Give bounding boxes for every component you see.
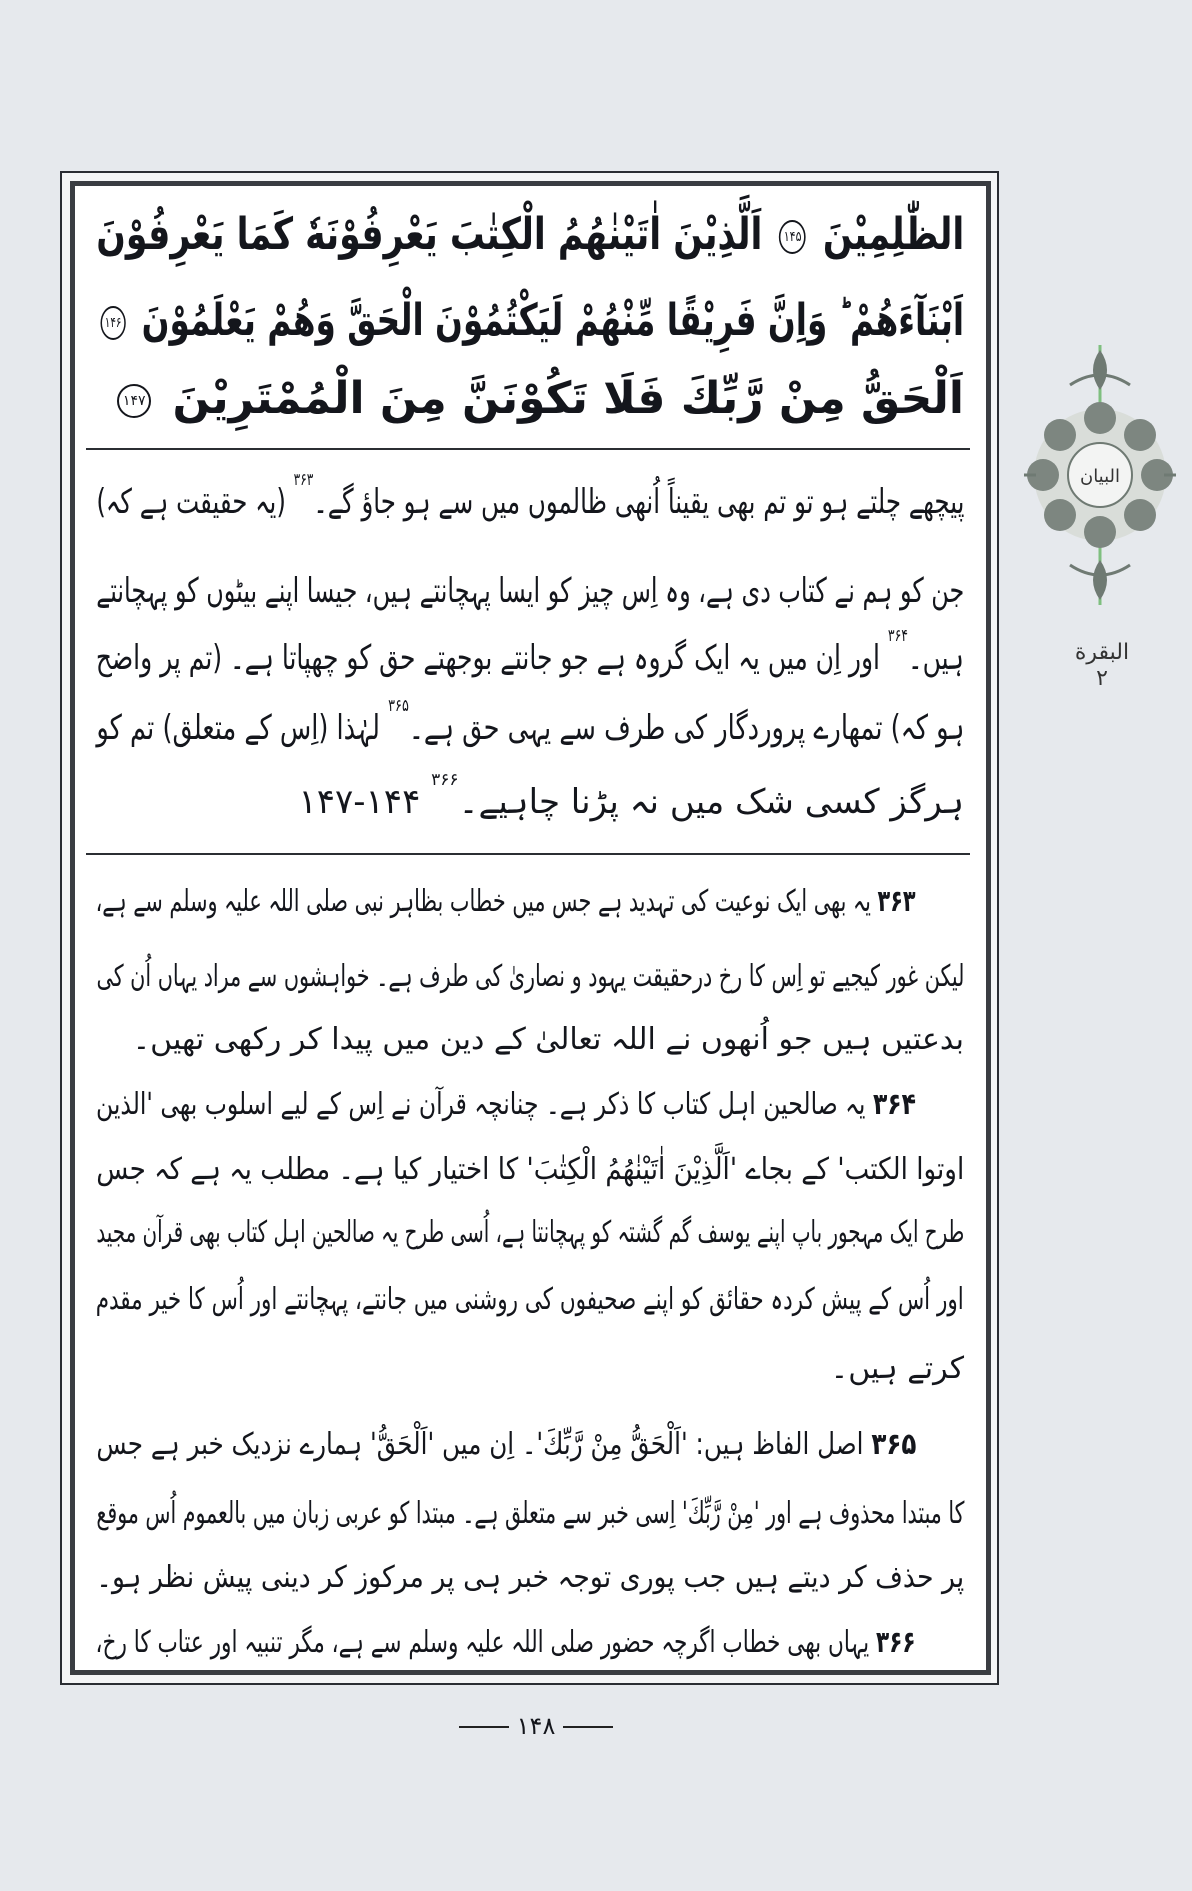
translation-text: ہیں۔: [908, 638, 964, 678]
note-text: طرح ایک مہجور باپ اپنے یوسف گم گشتہ کو پہچانتا ہے، اُسی طرح یہ صالحین اہل کتاب بھی قرآن مجید: [96, 1215, 964, 1250]
note-text: یہاں بھی خطاب اگرچہ حضور صلی اللہ علیہ وسلم سے ہے، مگر تنبیہ اور عتاب کا رخ،: [96, 1625, 870, 1660]
note-text: اور اُس کے پیش کردہ حقائق کو اپنے صحیفوں کی روشنی میں جانتے، پہچانتے اور اُس کا خیر مقدم: [96, 1282, 964, 1317]
note-number: ۳۶۴: [872, 1087, 916, 1122]
translation-line: [96, 628, 964, 688]
quran-line-1: [96, 200, 964, 270]
note-text: لیکن غور کیجیے تو اِس کا رخ درحقیقت یہود و نصاریٰ کی طرف ہے۔ خواہشوں سے مراد یہاں اُن کی: [96, 959, 964, 994]
note-line: [96, 1142, 964, 1198]
footnote-ref[interactable]: ۳۶۶: [431, 770, 459, 790]
surah-label: [1070, 640, 1134, 692]
page-number-text: ۱۴۸: [516, 1712, 556, 1740]
quran-text: اَلَّذِيْنَ اٰتَيْنٰهُمُ الْكِتٰبَ يَعْرِفُوْنَهٗ كَمَا يَعْرِفُوْنَ: [96, 209, 763, 260]
translation-text: جن کو ہم نے کتاب دی ہے، وہ اِس چیز کو ایسا پہچانتے ہیں، جیسا اپنے بیٹوں کو پہچانتے: [96, 571, 964, 611]
quran-line-2: [96, 286, 964, 356]
translation-text: ہرگز کسی شک میں نہ پڑنا چاہیے۔: [458, 782, 964, 822]
divider: [86, 448, 970, 450]
translation-line: [96, 472, 964, 532]
ornament-medallion-icon: [1020, 340, 1180, 610]
footnote-ref[interactable]: ۳۶۳: [293, 470, 313, 490]
note-number: ۳۶۳: [877, 884, 916, 919]
note-text: کا مبتدا محذوف ہے اور 'مِنْ رَّبِّكَ' اِسی خبر سے متعلق ہے۔ مبتدا کو عربی زبان میں بالعموم اُس موقع: [96, 1496, 964, 1531]
note-line: [96, 949, 964, 1005]
translation-text: (یہ حقیقت ہے کہ): [96, 482, 286, 522]
note-text: اوتوا الکتب' کے بجاے 'اَلَّذِيْنَ اٰتَيْنٰهُمُ الْكِتٰبَ' کا اختیار کیا ہے۔ مطلب یہ ہے کہ جس: [96, 1152, 964, 1187]
translation-text: اور اِن میں یہ ایک گروہ ہے جو جانتے بوجھتے حق کو چھپاتا ہے۔ (تم پر واضح: [96, 638, 881, 678]
quran-text: اَبْنَآءَهُمْ ؕ وَاِنَّ فَرِيْقًا مِّنْهُمْ لَيَكْتُمُوْنَ الْحَقَّ وَهُمْ يَعْلَمُوْنَ: [141, 295, 964, 346]
translation-text: لہٰذا (اِس کے متعلق) تم کو: [96, 708, 380, 748]
note-line: [96, 1205, 964, 1261]
note-line: [96, 1550, 964, 1606]
divider: [86, 853, 970, 855]
note-text: یہ صالحین اہل کتاب کا ذکر ہے۔ چنانچہ قرآن نے اِس کے لیے اسلوب بھی 'الذین: [96, 1087, 866, 1122]
verse-range: ۱۴۴-۱۴۷: [298, 782, 421, 822]
note-line: [96, 1615, 916, 1671]
note-text: اصل الفاظ ہیں: 'اَلْحَقُّ مِنْ رَّبِّكَ'۔ اِن میں 'اَلْحَقُّ' ہمارے نزدیک خبر ہے جس: [96, 1427, 864, 1462]
note-line: [96, 1012, 964, 1068]
translation-line: [96, 561, 964, 621]
quran-text: اَلْحَقُّ مِنْ رَّبِّكَ فَلَا تَكُوْنَنَّ مِنَ الْمُمْتَرِيْنَ: [172, 373, 964, 424]
translation-text: پیچھے چلتے ہو تو تم بھی یقیناً اُنھی ظالموں میں سے ہو جاؤ گے۔: [312, 482, 964, 522]
note-line: [96, 1272, 964, 1328]
ornament-label: البیان: [1079, 466, 1121, 487]
ayah-marker: ۱۴۶: [100, 306, 125, 340]
page-number: [436, 1712, 636, 1740]
surah-name: البقرة: [1074, 640, 1130, 665]
note-line: [96, 874, 916, 930]
footnote-ref[interactable]: ۳۶۵: [387, 696, 409, 716]
footnote-ref[interactable]: ۳۶۴: [888, 626, 909, 646]
translation-line: [96, 772, 964, 832]
note-number: ۳۶۵: [870, 1427, 916, 1462]
translation-line: [96, 698, 964, 758]
note-text: پر حذف کر دیتے ہیں جب پوری توجہ خبر ہی پر مرکوز کر دینی پیش نظر ہو۔: [96, 1560, 964, 1595]
translation-text: ہو کہ) تمھارے پروردگار کی طرف سے یہی حق ہے۔: [408, 708, 964, 748]
note-line: [96, 1077, 916, 1133]
ayah-marker: ۱۴۵: [779, 220, 806, 254]
note-number: ۳۶۶: [876, 1625, 916, 1660]
quran-text: الظّٰلِمِيْنَ: [822, 209, 964, 260]
surah-number: ۲: [1096, 666, 1108, 691]
quran-line-3: [96, 364, 964, 434]
note-text: بدعتیں ہیں جو اُنھوں نے اللہ تعالیٰ کے دین میں پیدا کر رکھی تھیں۔: [132, 1022, 964, 1057]
note-line: [96, 1417, 916, 1473]
ayah-marker: ۱۴۷: [117, 384, 151, 418]
note-text: یہ بھی ایک نوعیت کی تہدید ہے جس میں خطاب بظاہر نبی صلی اللہ علیہ وسلم سے ہے،: [96, 884, 872, 919]
note-line: [96, 1341, 964, 1397]
note-text: کرتے ہیں۔: [830, 1351, 964, 1386]
note-line: [96, 1486, 964, 1542]
